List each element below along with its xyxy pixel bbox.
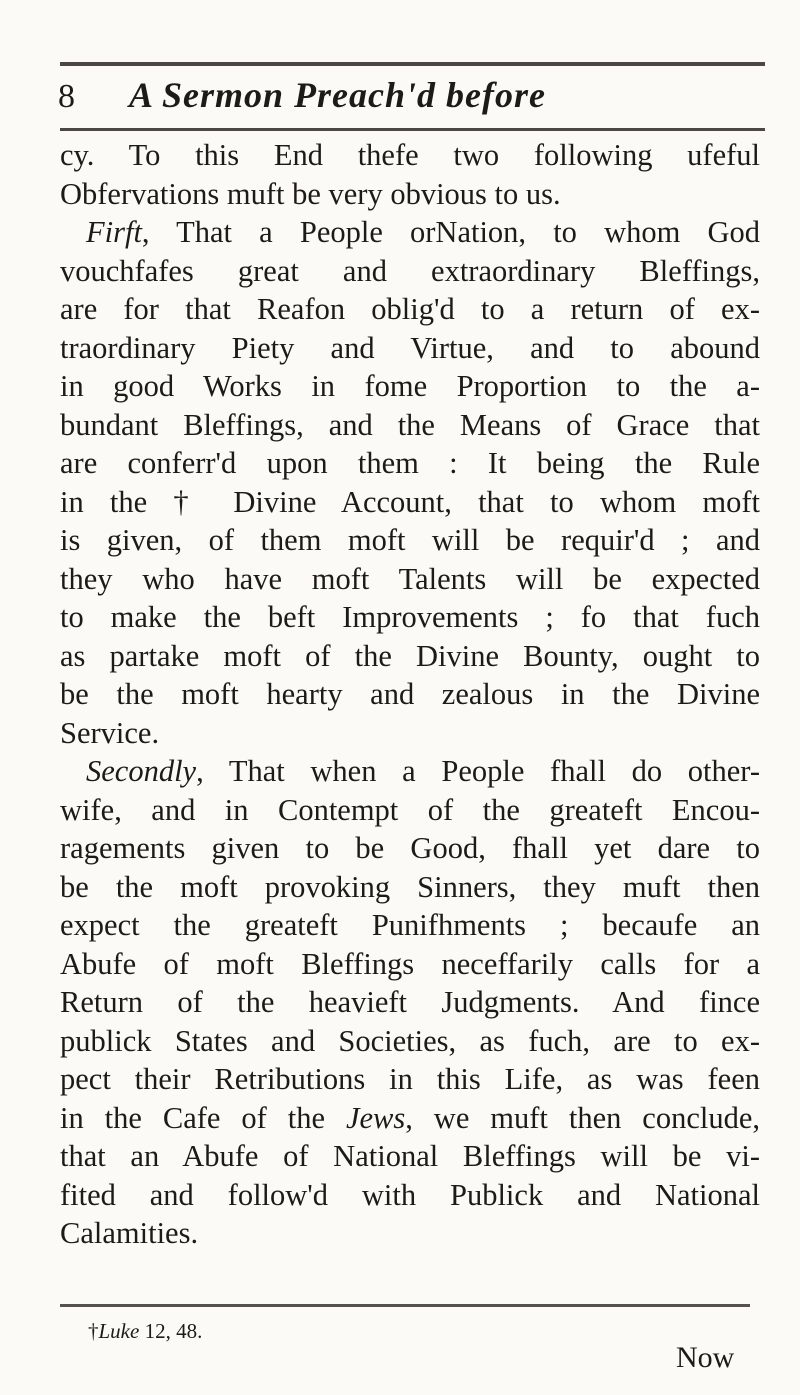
text-line: wife, and in Contempt of the greateft Encou- [60, 792, 760, 827]
text-line [60, 752, 760, 791]
running-head [58, 70, 758, 120]
text-line: pect their Retributions in this Life, as was feen [60, 1062, 760, 1096]
text-line: as partake moft of the Divine Bounty, ought to [60, 638, 760, 673]
header-rule-top [60, 62, 765, 66]
text-line [60, 213, 760, 252]
text-line: in good Works in fome Proportion to the a- [60, 369, 760, 403]
italic-lead: Secondly [86, 754, 197, 788]
body-text [60, 136, 760, 1253]
text-line: bundant Bleffings, and the Means of Grace that [60, 407, 760, 442]
text-line: are conferr'd upon them : It being the Rule [60, 446, 760, 480]
text-line: that an Abufe of National Bleffings will be vi- [60, 1139, 760, 1173]
footnote-rule [60, 1304, 750, 1307]
text-line-part: , we muft then conclude, [405, 1100, 761, 1135]
running-title: A Sermon Preach'd before [129, 75, 546, 115]
page-number: 8 [58, 78, 75, 115]
text-line: Calamities. [60, 1216, 199, 1250]
text-line: are for that Reafon oblig'd to a return of ex- [60, 292, 760, 326]
italic-word: Jews [345, 1100, 406, 1135]
text-line: Obfervations muft be very obvious to us. [60, 176, 561, 211]
text-line: they who have moft Talents will be expected [60, 561, 760, 596]
text-line: cy. To this End thefe two following ufeful [60, 138, 760, 172]
text-line: Service. [60, 715, 160, 750]
footnote-book: Luke [98, 1319, 140, 1343]
text-line: publick States and Societies, as fuch, are to ex- [60, 1023, 760, 1058]
text-line: expect the greateft Punifhments ; becaufe an [60, 908, 760, 942]
text-line: be the moft provoking Sinners, they muft then [60, 869, 760, 904]
text-line: to make the beft Improvements ; fo that fuch [60, 600, 760, 634]
text-line: ragements given to be Good, fhall yet dare to [60, 831, 760, 865]
text-line: be the moft hearty and zealous in the Divine [60, 677, 760, 711]
text-line: vouchfafes great and extraordinary Bleffings, [60, 253, 760, 288]
text-line: in the † Divine Account, that to whom moft [60, 484, 760, 519]
text-line-part: in the Cafe of the [60, 1100, 346, 1135]
text-line: Abufe of moft Bleffings neceffarily calls for a [60, 946, 760, 981]
footnote-reference: 12, 48. [139, 1319, 203, 1343]
text-line: Return of the heavieft Judgments. And fince [60, 985, 760, 1019]
text-line [60, 1099, 760, 1138]
dagger-mark: † [88, 1319, 99, 1343]
text-line: is given, of them moft will be requir'd ; and [60, 523, 760, 557]
text-line: traordinary Piety and Virtue, and to abound [60, 330, 760, 365]
footnote [88, 1318, 202, 1344]
header-rule-bottom [60, 128, 765, 131]
text-line: fited and follow'd with Publick and National [60, 1177, 760, 1212]
text-line-rest: , That a People orNation, to whom God [141, 215, 760, 249]
italic-lead: Firft [86, 215, 142, 249]
catchword: Now [676, 1341, 735, 1374]
text-line-rest: , That when a People fhall do other- [196, 754, 760, 788]
